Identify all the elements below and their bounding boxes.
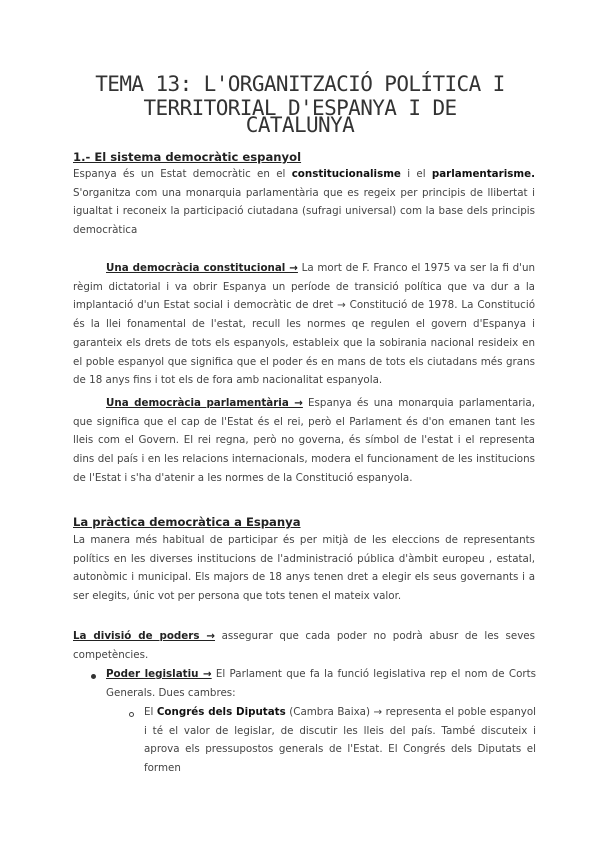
text-run: El [144, 706, 157, 718]
text-run: S'organitza com una monarquia parlamentària que es regeix per principis de llibertat i igualtat i reconeix la participació ciutadana (sufragi universal) com la base dels principis democràtica [73, 186, 535, 237]
keyword-constitucionalisme: constitucionalisme [291, 168, 401, 180]
text-run: Espanya és un Estat democràtic en el [73, 168, 292, 180]
document-title-line-1: TEMA 13: L'ORGANITZACIÓ POLÍTICA I TERRITORIAL D'ESPANYA I DE [95, 72, 505, 120]
label-divisio-poders: La divisió de poders → [73, 630, 216, 642]
paragraph-divisio-poders [73, 627, 535, 664]
document-title-line-2: CATALUNYA [245, 113, 355, 137]
bullet-dot-icon [91, 674, 96, 679]
text-run: (Cambra Baixa) → representa el poble espanyol i té el valor de legislar, de discutir les lleis del país. També discuteix i aprova els pressupostos generals de l'Estat. El Congrés dels Diputats el formen [144, 706, 537, 775]
text-run: El Parlament que fa la funció legislativa rep el nom de Corts Generals. Dues cambres: [106, 668, 537, 699]
list-item-congres-diputats [144, 703, 536, 778]
text-run: assegurar que cada poder no podrà abusr de les seves competències. [73, 630, 535, 661]
bullet-circle-icon [129, 712, 134, 717]
paragraph-democracia-parlamentaria [73, 394, 535, 488]
text-run: Espanya és una monarquia parlamentaria, que significa que el cap de l'Estat és el rei, però el Parlament és d'on emanen tant les lleis com el Govern. El rei regna, però no governa, és símbol de l'estat i el representa dins del país i en les relacions internacionals, modera el funcionament de les institucions de l'Estat i s'ha d'atenir a les normes de la Constitució espanyola. [73, 397, 535, 484]
paragraph-practica-democratica: La manera més habitual de participar és per mitjà de les eleccions de representants polítics en les diverses institucions de l'administració pública d'àmbit europeu , estatal, autonòmic i municipal. Els majors de 18 anys tenen dret a elegir els seus governants i a ser elegits, únic vot per persona que tots tenen el mateix valor. [73, 534, 535, 603]
label-democracia-parlamentaria: Una democràcia parlamentària → [106, 397, 303, 409]
label-democracia-constitucional: Una democràcia constitucional → [106, 262, 298, 274]
section-heading-practica-democratica: La pràctica democràtica a Espanya [73, 515, 301, 529]
label-congres-diputats: Congrés dels Diputats [156, 706, 286, 718]
list-item-poder-legislatiu [106, 665, 536, 702]
label-poder-legislatiu: Poder legislatiu → [106, 668, 212, 680]
keyword-parlamentarisme: parlamentarisme. [431, 168, 535, 180]
text-run: i el [400, 168, 432, 180]
text-run: La mort de F. Franco el 1975 va ser la fi d'un règim dictatorial i va obrir Espanya un període de transició política que va dur a la implantació d'un Estat social i democràtic de dret → Constitució de 1978. La Constitució és la llei fonamental de l'estat, recull les normes qe regulen el govern d'Espanya i garanteix els drets de tots els espanyols, estableix que la sobirania nacional resideix en el poble espanyol que significa que el poder és en mans de tots els ciutadans més grans de 18 anys fins i tot els de fora amb nacionalitat espanyola. [73, 262, 536, 387]
section-heading-sistema-democratic: 1.- El sistema democràtic espanyol [73, 150, 302, 164]
paragraph-sistema-democratic [73, 165, 535, 240]
paragraph-democracia-constitucional [73, 259, 535, 390]
